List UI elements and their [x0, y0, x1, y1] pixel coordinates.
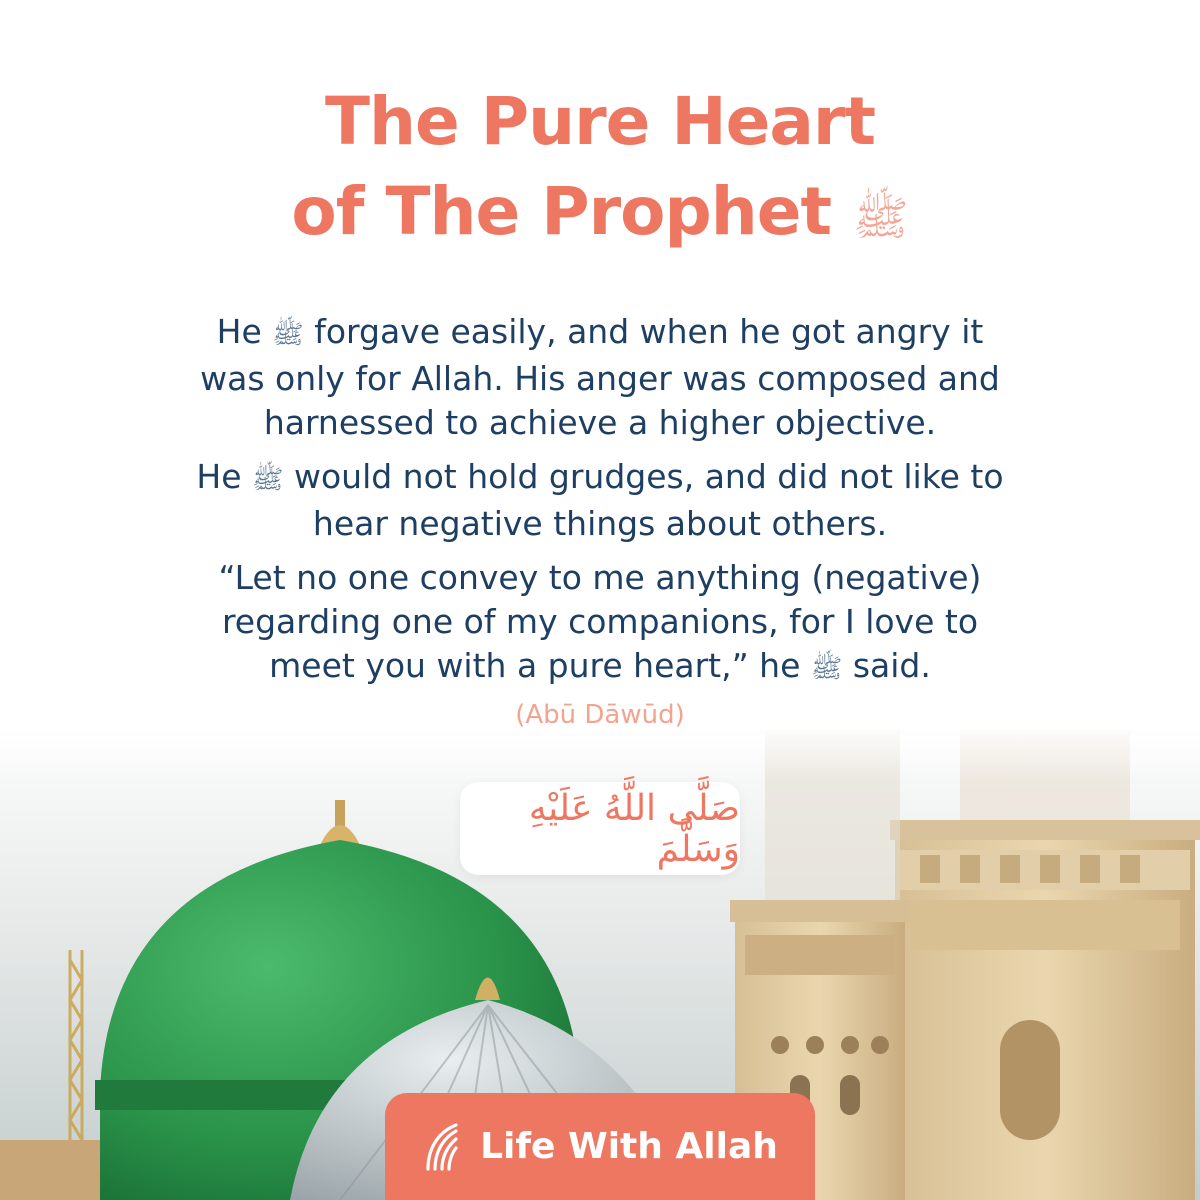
salawat-text: صَلَّى اللَّهُ عَلَيْهِ وَسَلَّمَ: [528, 787, 740, 870]
text-line: [150, 455, 1050, 502]
feather-logo-icon: [422, 1121, 462, 1173]
text-line: “Let no one convey to me anything (negative): [218, 558, 982, 597]
text-line: was only for Allah. His anger was composed and: [200, 359, 1000, 398]
brand-badge[interactable]: [385, 1093, 815, 1200]
paragraph-quote: [150, 556, 1050, 691]
text-line: regarding one of my companions, for I love to: [221, 602, 979, 641]
text-segment: forgave easily, and when he got angry it: [314, 312, 984, 351]
text-line: [150, 310, 1050, 357]
text-segment: meet you with a pure heart,” he: [269, 646, 801, 685]
text-segment: He: [196, 457, 242, 496]
honorific-icon: ﷺ: [853, 191, 909, 245]
paragraph-forgiveness: [150, 310, 1050, 445]
page-title-line2-text: of The Prophet: [291, 173, 832, 250]
text-segment: said.: [852, 646, 931, 685]
page-title-line1: The Pure Heart: [324, 83, 876, 160]
page-title-line2: [0, 172, 1200, 258]
text-segment: He: [216, 312, 262, 351]
text-line: harnessed to achieve a higher objective.: [263, 403, 937, 442]
text-line: hear negative things about others.: [312, 504, 888, 543]
text-segment: would not hold grudges, and did not like to: [293, 457, 1004, 496]
paragraph-grudges: [150, 455, 1050, 546]
text-line: [150, 644, 1050, 691]
brand-name: Life With Allah: [480, 1126, 778, 1167]
source-citation: (Abū Dāwūd): [515, 700, 685, 730]
honorific-icon: ﷺ: [252, 465, 284, 495]
honorific-icon: ﷺ: [272, 320, 304, 350]
honorific-icon: ﷺ: [810, 654, 843, 684]
salawat-card: [460, 782, 740, 875]
